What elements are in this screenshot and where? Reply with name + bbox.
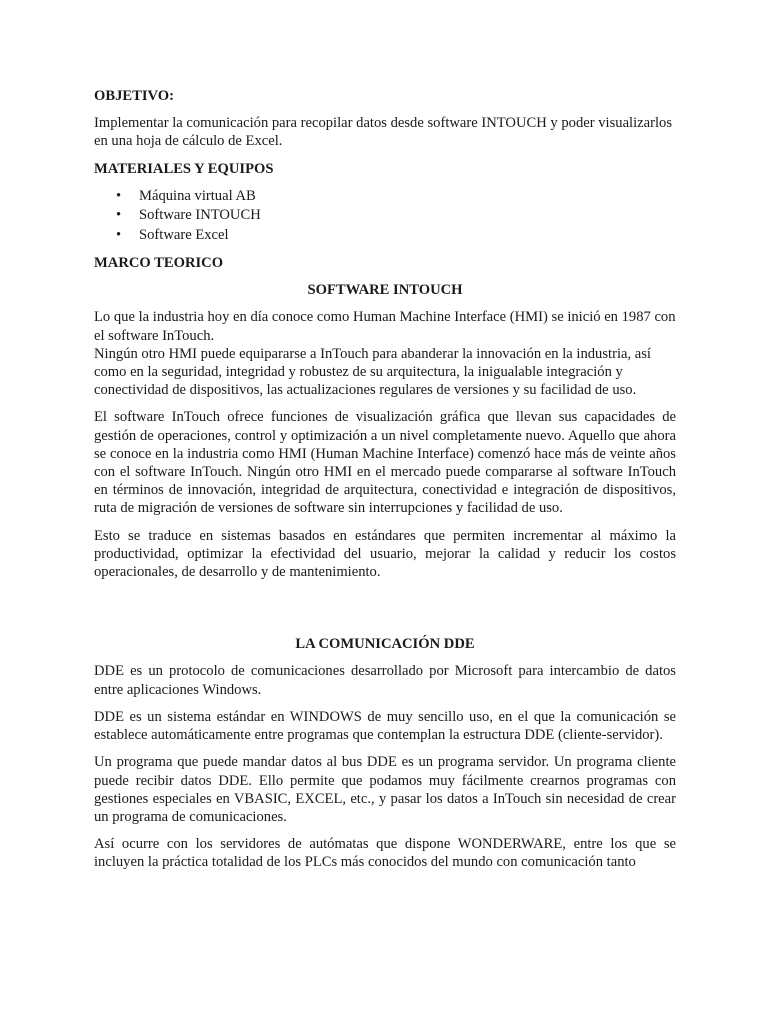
list-item-label: Máquina virtual AB [139,187,256,204]
intouch-p1-line1: Lo que la industria hoy en día conoce como Human Machine Interface (HMI) se inició en 1987 con el software InTouch. [94,309,676,344]
dde-heading: LA COMUNICACIÓN DDE [295,636,475,653]
bullet-icon: • [116,207,122,224]
list-item [94,206,676,225]
objetivo-text: Implementar la comunicación para recopilar datos desde software INTOUCH y poder visualizarlos en una hoja de cálculo de Excel. [94,115,673,150]
list-item-label: Software INTOUCH [139,207,261,224]
list-item [94,226,676,245]
bullet-icon: • [116,187,122,204]
intouch-paragraph-2: El software InTouch ofrece funciones de visualización gráfica que llevan sus capacidades de gestión de operaciones, control y optimización a un nivel completamente nuevo. Aquello que ahora se conoce en la industria como HMI (Human Machine Interface) comenzó hace más de veinte años con el software InTouch. Ningún otro HMI en el mercado puede compararse al software InTouch en términos de innovación, integridad de arquitectura, conectividad e integración de dispositivos, ruta de migración de versiones de software sin interrupciones y facilidad de uso. [94,409,676,517]
intouch-paragraph-1 [94,308,676,399]
dde-paragraph-3: Un programa que puede mandar datos al bus DDE es un programa servidor. Un programa cliente puede recibir datos DDE. Ello permite que podamos muy fácilmente crearnos programas con gestiones especiales en VBASIC, EXCEL, etc., y pasar los datos a InTouch sin necesidad de crear un programa de comunicaciones. [94,754,676,825]
bullet-icon: • [116,226,122,243]
materiales-list [94,187,676,245]
intouch-paragraph-3: Esto se traduce en sistemas basados en estándares que permiten incrementar al máximo la productividad, optimizar la efectividad del usuario, mejorar la calidad y reducir los costos operacionales, de desarrollo y de mantenimiento. [94,527,676,581]
objetivo-heading: OBJETIVO: [94,88,174,104]
dde-paragraph-1: DDE es un protocolo de comunicaciones desarrollado por Microsoft para intercambio de datos entre aplicaciones Windows. [94,663,676,698]
dde-paragraph-4: Así ocurre con los servidores de autómatas que dispone WONDERWARE, entre los que se incluyen la práctica totalidad de los PLCs más conocidos del mundo con comunicación tanto [94,836,676,871]
list-item [94,187,676,206]
intouch-p1-line2: Ningún otro HMI puede equipararse a InTouch para abanderar la innovación en la industria, así como en la seguridad, integridad y robustez de su arquitectura, la inigualable integración y conectividad de dispositivos, las actualizaciones regulares de versiones y su facilidad de uso. [94,345,651,399]
intouch-heading: SOFTWARE INTOUCH [307,282,463,299]
dde-paragraph-2: DDE es un sistema estándar en WINDOWS de muy sencillo uso, en el que la comunicación se establece automáticamente entre programas que contemplan la estructura DDE (cliente-servidor). [94,708,676,744]
list-item-label: Software Excel [139,226,229,243]
materiales-heading: MATERIALES Y EQUIPOS [94,160,274,177]
section-spacer [94,590,676,635]
marco-teorico-heading: MARCO TEORICO [94,255,224,272]
